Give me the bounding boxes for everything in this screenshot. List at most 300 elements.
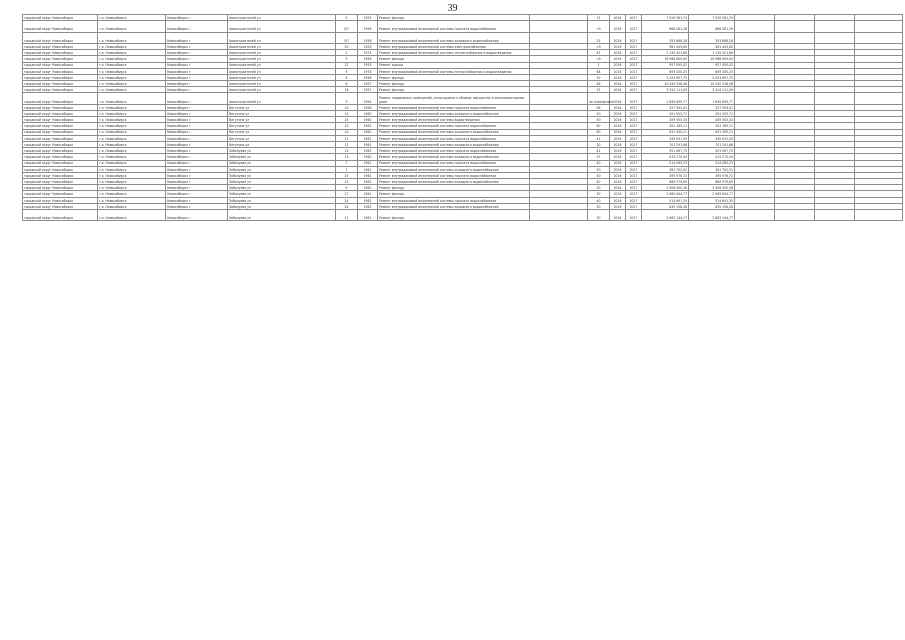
work-type-cell: Ремонт внутридомовой инженерной системы электроснабжения (378, 43, 530, 49)
end-year-cell: 2017 (626, 166, 642, 172)
empty-cell (735, 32, 775, 43)
fund-cost-cell: 631 305,11 (689, 129, 735, 135)
work-type-cell: Ремонт внутридомовой инженерной системы холодного водоснабжения (378, 111, 530, 117)
fund-cost-cell: 291 553,71 (689, 111, 735, 117)
house-cell: 3 (336, 93, 358, 104)
city-cell: г.о. Новосибирск (98, 203, 166, 209)
work-type-cell: Ремонт внутридомовой инженерной системы холодного водоснабжения (378, 166, 530, 172)
fund-cost-cell: 3 314 111,09 (689, 87, 735, 93)
end-year-cell: 2017 (626, 172, 642, 178)
wear-cell: 25 (588, 87, 610, 93)
house-cell: 5 (336, 15, 358, 21)
year-cell: 1962 (358, 123, 378, 129)
work-type-cell: Ремонт внутридомовой инженерной системы холодного водоснабжения (378, 129, 530, 135)
year-cell: 1957 (358, 81, 378, 87)
street-cell: Забалуева ул (228, 203, 336, 209)
start-year-cell: 2016 (610, 166, 626, 172)
district-cell: городской округ Новосибирск (23, 32, 98, 43)
wear-cell: <5 (588, 56, 610, 62)
total-cost-cell: 551 067,75 (642, 148, 689, 154)
district-cell: городской округ Новосибирск (23, 148, 98, 154)
house-cell: 11 (336, 141, 358, 147)
fund-cost-cell: 2 965 644,77 (689, 191, 735, 197)
year-cell: 1961 (358, 160, 378, 166)
wear-cell: 50 (588, 117, 610, 123)
start-year-cell: 2016 (610, 93, 626, 104)
end-year-cell: 2017 (626, 15, 642, 21)
house-cell: 25 (336, 179, 358, 185)
start-year-cell: 2016 (610, 50, 626, 56)
locality-cell: Новосибирск г (166, 117, 228, 123)
fund-cost-cell: 395 976,72 (689, 172, 735, 178)
total-cost-cell: 957 095,02 (642, 62, 689, 68)
district-cell: городской округ Новосибирск (23, 111, 98, 117)
city-cell: г.о. Новосибирск (98, 111, 166, 117)
end-year-cell: 2017 (626, 129, 642, 135)
wear-cell: 30 (588, 172, 610, 178)
fund-cost-cell: 561 443,60 (689, 43, 735, 49)
start-year-cell: 2016 (610, 74, 626, 80)
street-cell: Авиастроителей ул (228, 93, 336, 104)
total-cost-cell: 701 291,68 (642, 141, 689, 147)
end-year-cell: 2017 (626, 160, 642, 166)
start-year-cell: 2016 (610, 56, 626, 62)
empty-cell (815, 93, 855, 104)
total-cost-cell: 353 668,28 (642, 32, 689, 43)
district-cell: городской округ Новосибирск (23, 104, 98, 110)
empty-cell (855, 21, 903, 32)
house-cell: 11 (336, 135, 358, 141)
year-cell: 1955 (358, 15, 378, 21)
house-cell: 7 (336, 160, 358, 166)
district-cell: городской округ Новосибирск (23, 117, 98, 123)
start-year-cell: 2016 (610, 111, 626, 117)
year-cell: 1962 (358, 129, 378, 135)
wear-cell: 30 (588, 203, 610, 209)
year-cell: 1953 (358, 43, 378, 49)
street-cell: Авиастроителей ул (228, 32, 336, 43)
work-type-cell: Ремонт внутридомовой инженерной системы горячего водоснабжения (378, 135, 530, 141)
city-cell: г.о. Новосибирск (98, 148, 166, 154)
start-year-cell: 2016 (610, 172, 626, 178)
total-cost-cell: 514 691,35 (642, 197, 689, 203)
locality-cell: Новосибирск г (166, 172, 228, 178)
work-type-cell: Ремонт внутридомовой инженерной системы горячего водоснабжения (378, 160, 530, 166)
total-cost-cell: 835 158,28 (642, 203, 689, 209)
year-cell: 1961 (358, 135, 378, 141)
end-year-cell: 2017 (626, 203, 642, 209)
street-cell: Ватутина ул (228, 117, 336, 123)
street-cell: Забалуева ул (228, 154, 336, 160)
empty-cell (735, 93, 775, 104)
district-cell: городской округ Новосибирск (23, 185, 98, 191)
locality-cell: Новосибирск г (166, 43, 228, 49)
total-cost-cell: 1 845 899,77 (642, 93, 689, 104)
year-cell: 1962 (358, 172, 378, 178)
city-cell: г.о. Новосибирск (98, 32, 166, 43)
wear-cell: 60 (588, 123, 610, 129)
district-cell: городской округ Новосибирск (23, 68, 98, 74)
year-cell: 1960 (358, 111, 378, 117)
end-year-cell: 2017 (626, 197, 642, 203)
street-cell: Авиастроителей ул (228, 21, 336, 32)
district-cell: городской округ Новосибирск (23, 203, 98, 209)
wear-cell: 50 (588, 185, 610, 191)
house-cell: 6 (336, 81, 358, 87)
work-type-cell: Ремонт фасада (378, 81, 530, 87)
total-cost-cell: 10 430 538,06 (642, 81, 689, 87)
start-year-cell: 2016 (610, 210, 626, 221)
street-cell: Авиастроителей ул (228, 87, 336, 93)
wear-cell: 50 (588, 166, 610, 172)
house-cell: 12 (336, 62, 358, 68)
end-year-cell: 2017 (626, 135, 642, 141)
wear-cell: 64 (588, 68, 610, 74)
house-cell: 10 (336, 104, 358, 110)
work-type-cell: Ремонт внутридомовой инженерной системы горячего водоснабжения (378, 172, 530, 178)
start-year-cell: 2016 (610, 123, 626, 129)
wear-cell: 50 (588, 111, 610, 117)
district-cell: городской округ Новосибирск (23, 21, 98, 32)
start-year-cell: 2016 (610, 154, 626, 160)
start-year-cell: 2016 (610, 191, 626, 197)
year-cell: 1958 (358, 74, 378, 80)
year-cell: 1962 (358, 197, 378, 203)
house-cell: 27 (336, 191, 358, 197)
house-cell: 9 (336, 185, 358, 191)
fund-cost-cell: 514 691,35 (689, 197, 735, 203)
empty-cell (775, 93, 815, 104)
end-year-cell: 2017 (626, 123, 642, 129)
fund-cost-cell: 349 031,59 (689, 135, 735, 141)
house-cell: 13 (336, 154, 358, 160)
wear-cell: 1 (588, 62, 610, 68)
house-cell: 10 (336, 123, 358, 129)
empty-cell (815, 21, 855, 32)
work-type-cell: Ремонт внутридомовой инженерной системы холодного водоснабжения (378, 179, 530, 185)
wear-cell: 48 (588, 81, 610, 87)
total-cost-cell: 459 505,33 (642, 117, 689, 123)
district-cell: городской округ Новосибирск (23, 43, 98, 49)
district-cell: городской округ Новосибирск (23, 154, 98, 160)
locality-cell: Новосибирск г (166, 191, 228, 197)
empty-cell (775, 210, 815, 221)
work-type-cell: Ремонт фасада (378, 74, 530, 80)
fund-cost-cell: 2 906 500,36 (689, 185, 735, 191)
street-cell: Авиастроителей ул (228, 56, 336, 62)
fund-cost-cell: 551 067,75 (689, 148, 735, 154)
work-type-cell: Ремонт внутридомовой инженерной системы теплоснабжения и водоотведения (378, 68, 530, 74)
end-year-cell: 2017 (626, 43, 642, 49)
locality-cell: Новосибирск г (166, 15, 228, 21)
city-cell: г.о. Новосибирск (98, 81, 166, 87)
empty-cell (815, 32, 855, 43)
wear-cell: 30 (588, 191, 610, 197)
empty-cell (735, 21, 775, 32)
city-cell: г.о. Новосибирск (98, 68, 166, 74)
total-cost-cell: 514 085,23 (642, 160, 689, 166)
wear-cell: <5 (588, 21, 610, 32)
wear-cell: 41 (588, 135, 610, 141)
year-cell: 1961 (358, 141, 378, 147)
fund-cost-cell: 957 095,02 (689, 62, 735, 68)
work-type-cell: Ремонт внутридомовой инженерной системы водоотведения (378, 117, 530, 123)
district-cell: городской округ Новосибирск (23, 81, 98, 87)
city-cell: г.о. Новосибирск (98, 166, 166, 172)
city-cell: г.о. Новосибирск (98, 104, 166, 110)
total-cost-cell: 7 020 581,74 (642, 15, 689, 21)
start-year-cell: 2016 (610, 148, 626, 154)
city-cell: г.о. Новосибирск (98, 179, 166, 185)
fund-cost-cell: 701 291,68 (689, 141, 735, 147)
empty-cell (530, 21, 588, 32)
house-cell: 16 (336, 87, 358, 93)
city-cell: г.о. Новосибирск (98, 185, 166, 191)
fund-cost-cell: 1 845 899,77 (689, 93, 735, 104)
year-cell: 1956 (358, 56, 378, 62)
work-type-cell: Ремонт внутридомовой инженерной системы горячего водоснабжения (378, 21, 530, 32)
total-cost-cell: 2 863 144,77 (642, 210, 689, 221)
year-cell: 1962 (358, 154, 378, 160)
work-type-cell: Ремонт фасада (378, 56, 530, 62)
wear-cell: 58 (588, 104, 610, 110)
fund-cost-cell: 835 158,28 (689, 203, 735, 209)
house-cell: 15 (336, 111, 358, 117)
total-cost-cell: 669 579,69 (642, 179, 689, 185)
fund-cost-cell: 7 020 581,74 (689, 15, 735, 21)
empty-cell (855, 32, 903, 43)
locality-cell: Новосибирск г (166, 21, 228, 32)
end-year-cell: 2017 (626, 93, 642, 104)
city-cell: г.о. Новосибирск (98, 197, 166, 203)
work-type-cell: Ремонт фасада (378, 191, 530, 197)
street-cell: Ватутина ул (228, 123, 336, 129)
house-cell: 7 (336, 166, 358, 172)
end-year-cell: 2017 (626, 81, 642, 87)
end-year-cell: 2017 (626, 210, 642, 221)
wear-cell: 45 (588, 50, 610, 56)
table-row (23, 210, 903, 221)
empty-cell (735, 210, 775, 221)
total-cost-cell: 2 906 500,36 (642, 185, 689, 191)
fund-cost-cell: 2 863 144,77 (689, 210, 735, 221)
total-cost-cell: 291 553,71 (642, 111, 689, 117)
locality-cell: Новосибирск г (166, 141, 228, 147)
wear-cell: не определено (588, 93, 610, 104)
street-cell: Забалуева ул (228, 148, 336, 154)
total-cost-cell: 609 300,25 (642, 68, 689, 74)
city-cell: г.о. Новосибирск (98, 135, 166, 141)
total-cost-cell: 1 135 421,66 (642, 50, 689, 56)
locality-cell: Новосибирск г (166, 81, 228, 87)
empty-cell (775, 32, 815, 43)
wear-cell: 15 (588, 32, 610, 43)
work-type-cell: Ремонт внутридомовой инженерной системы горячего водоснабжения (378, 123, 530, 129)
end-year-cell: 2017 (626, 56, 642, 62)
start-year-cell: 2016 (610, 43, 626, 49)
street-cell: Авиастроителей ул (228, 50, 336, 56)
work-type-cell: Ремонт внутридомовой инженерной системы холодного водоснабжения (378, 32, 530, 43)
register-table (22, 14, 903, 221)
empty-cell (530, 210, 588, 221)
city-cell: г.о. Новосибирск (98, 87, 166, 93)
street-cell: Авиастроителей ул (228, 62, 336, 68)
year-cell: 1962 (358, 185, 378, 191)
locality-cell: Новосибирск г (166, 50, 228, 56)
district-cell: городской округ Новосибирск (23, 56, 98, 62)
end-year-cell: 2017 (626, 179, 642, 185)
street-cell: Ватутина ул (228, 141, 336, 147)
fund-cost-cell: 361 702,51 (689, 166, 735, 172)
end-year-cell: 2017 (626, 191, 642, 197)
year-cell: 1962 (358, 179, 378, 185)
district-cell: городской округ Новосибирск (23, 93, 98, 104)
street-cell: Авиастроителей ул (228, 81, 336, 87)
street-cell: Забалуева ул (228, 210, 336, 221)
house-cell: 3 (336, 56, 358, 62)
wear-cell: 41 (588, 148, 610, 154)
fund-cost-cell: 609 300,25 (689, 68, 735, 74)
city-cell: г.о. Новосибирск (98, 210, 166, 221)
locality-cell: Новосибирск г (166, 111, 228, 117)
street-cell: Забалуева ул (228, 160, 336, 166)
district-cell: городской округ Новосибирск (23, 129, 98, 135)
district-cell: городской округ Новосибирск (23, 87, 98, 93)
house-cell: 24 (336, 203, 358, 209)
street-cell: Авиастроителей ул (228, 43, 336, 49)
wear-cell: 40 (588, 160, 610, 166)
locality-cell: Новосибирск г (166, 197, 228, 203)
city-cell: г.о. Новосибирск (98, 117, 166, 123)
total-cost-cell: 395 976,72 (642, 172, 689, 178)
empty-cell (855, 93, 903, 104)
start-year-cell: 2016 (610, 68, 626, 74)
work-type-cell: Ремонт подвальных помещений, относящихся к общему имуществу в многоквартирном доме (378, 93, 530, 104)
start-year-cell: 2016 (610, 81, 626, 87)
city-cell: г.о. Новосибирск (98, 154, 166, 160)
fund-cost-cell: 3 253 897,75 (689, 74, 735, 80)
locality-cell: Новосибирск г (166, 135, 228, 141)
start-year-cell: 2016 (610, 62, 626, 68)
fund-cost-cell: 415 270,04 (689, 154, 735, 160)
district-cell: городской округ Новосибирск (23, 123, 98, 129)
fund-cost-cell: 16 968 609,05 (689, 56, 735, 62)
start-year-cell: 2016 (610, 160, 626, 166)
work-type-cell: Ремонт внутридомовой инженерной системы горячего водоснабжения (378, 104, 530, 110)
total-cost-cell: 349 031,59 (642, 135, 689, 141)
locality-cell: Новосибирск г (166, 123, 228, 129)
city-cell: г.о. Новосибирск (98, 160, 166, 166)
district-cell: городской округ Новосибирск (23, 160, 98, 166)
work-type-cell: Ремонт внутридомовой инженерной системы холодного водоснабжения (378, 141, 530, 147)
wear-cell: 37 (588, 154, 610, 160)
year-cell: 1956 (358, 32, 378, 43)
street-cell: Забалуева ул (228, 185, 336, 191)
wear-cell: 40 (588, 179, 610, 185)
street-cell: Забалуева ул (228, 191, 336, 197)
table-row (23, 32, 903, 43)
fund-cost-cell: 459 505,33 (689, 117, 735, 123)
street-cell: Забалуева ул (228, 172, 336, 178)
empty-cell (530, 93, 588, 104)
street-cell: Забалуева ул (228, 166, 336, 172)
total-cost-cell: 2 965 644,77 (642, 191, 689, 197)
year-cell: 1962 (358, 148, 378, 154)
work-type-cell: Ремонт фасада (378, 210, 530, 221)
register-rows (23, 15, 903, 221)
end-year-cell: 2017 (626, 21, 642, 32)
street-cell: Забалуева ул (228, 197, 336, 203)
total-cost-cell: 361 702,51 (642, 166, 689, 172)
fund-cost-cell: 10 430 538,06 (689, 81, 735, 87)
year-cell: 1961 (358, 191, 378, 197)
city-cell: г.о. Новосибирск (98, 62, 166, 68)
district-cell: городской округ Новосибирск (23, 179, 98, 185)
house-cell: 25 (336, 172, 358, 178)
city-cell: г.о. Новосибирск (98, 21, 166, 32)
total-cost-cell: 415 270,04 (642, 154, 689, 160)
wear-cell: 60 (588, 129, 610, 135)
work-type-cell: Ремонт внутридомовой инженерной системы горячего водоснабжения (378, 148, 530, 154)
work-type-cell: Ремонт внутридомовой инженерной системы горячего водоснабжения (378, 197, 530, 203)
table-row (23, 93, 903, 104)
district-cell: городской округ Новосибирск (23, 172, 98, 178)
locality-cell: Новосибирск г (166, 104, 228, 110)
house-cell: 10 (336, 129, 358, 135)
district-cell: городской округ Новосибирск (23, 50, 98, 56)
street-cell: Ватутина ул (228, 111, 336, 117)
street-cell: Ватутина ул (228, 135, 336, 141)
locality-cell: Новосибирск г (166, 154, 228, 160)
street-cell: Авиастроителей ул (228, 68, 336, 74)
locality-cell: Новосибирск г (166, 185, 228, 191)
year-cell: 1961 (358, 210, 378, 221)
house-cell: 20 (336, 43, 358, 49)
locality-cell: Новосибирск г (166, 93, 228, 104)
empty-cell (815, 210, 855, 221)
work-type-cell: Ремонт фасада (378, 87, 530, 93)
street-cell: Ватутина ул (228, 129, 336, 135)
start-year-cell: 2016 (610, 179, 626, 185)
total-cost-cell: 561 443,60 (642, 43, 689, 49)
year-cell: 1958 (358, 104, 378, 110)
total-cost-cell: 3 253 897,75 (642, 74, 689, 80)
start-year-cell: 2016 (610, 141, 626, 147)
city-cell: г.о. Новосибирск (98, 43, 166, 49)
register-table-container (22, 14, 882, 626)
locality-cell: Новосибирск г (166, 203, 228, 209)
house-cell: 5/7 (336, 32, 358, 43)
district-cell: городской округ Новосибирск (23, 191, 98, 197)
district-cell: городской округ Новосибирск (23, 62, 98, 68)
work-type-cell: Ремонт крыши (378, 62, 530, 68)
locality-cell: Новосибирск г (166, 87, 228, 93)
fund-cost-cell: 1 135 421,66 (689, 50, 735, 56)
empty-cell (530, 32, 588, 43)
house-cell: 13 (336, 148, 358, 154)
district-cell: городской округ Новосибирск (23, 135, 98, 141)
locality-cell: Новосибирск г (166, 160, 228, 166)
start-year-cell: 2016 (610, 135, 626, 141)
end-year-cell: 2017 (626, 74, 642, 80)
city-cell: г.о. Новосибирск (98, 191, 166, 197)
house-cell: 15 (336, 117, 358, 123)
start-year-cell: 2016 (610, 129, 626, 135)
start-year-cell: 2016 (610, 87, 626, 93)
locality-cell: Новосибирск г (166, 74, 228, 80)
house-cell: 2 (336, 50, 358, 56)
end-year-cell: 2017 (626, 68, 642, 74)
